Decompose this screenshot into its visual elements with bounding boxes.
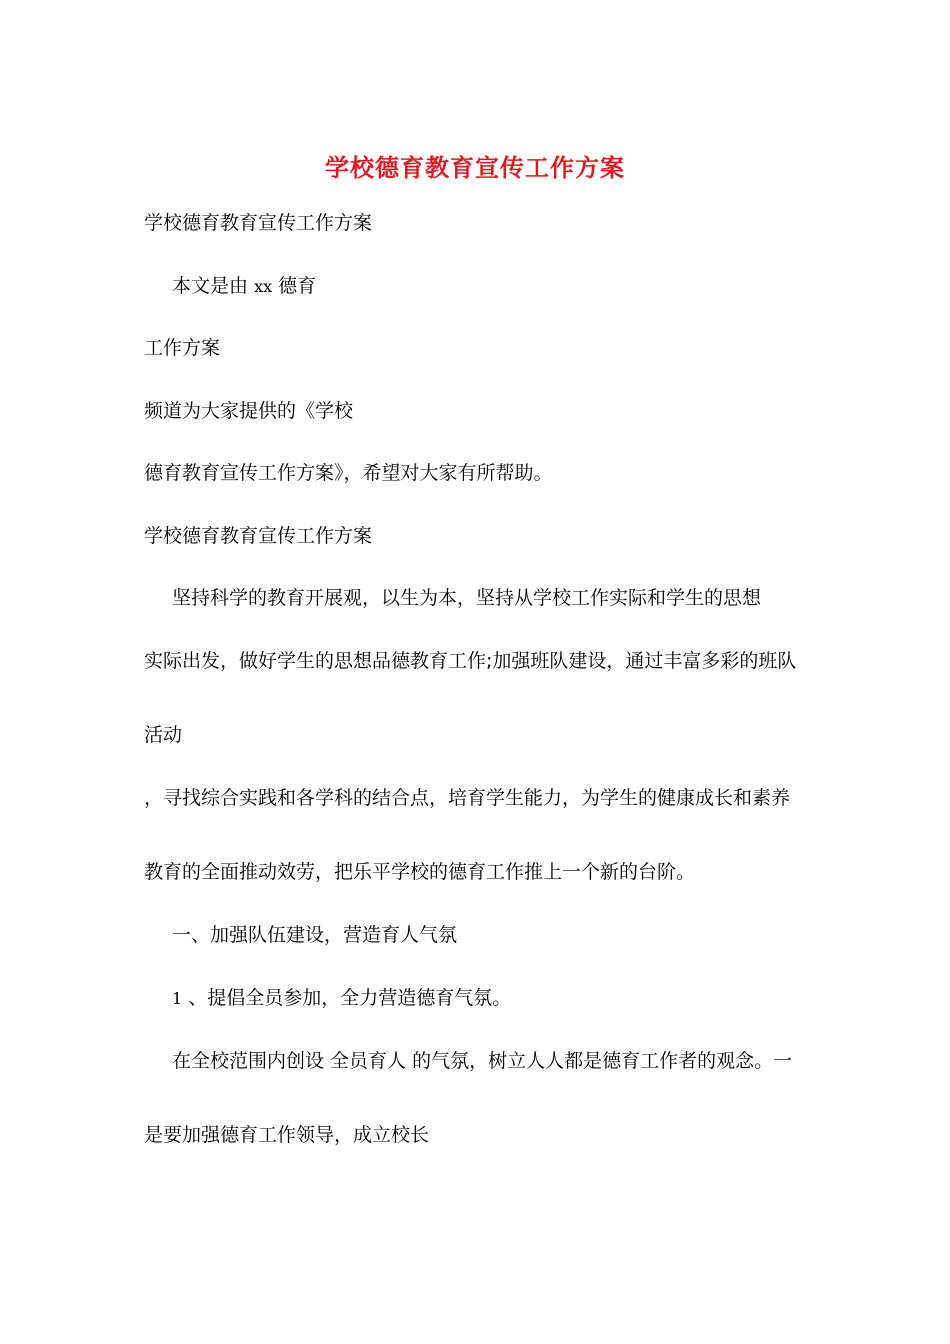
subtitle-line: 学校德育教育宣传工作方案 — [144, 212, 373, 234]
subsection-text: 、提倡全员参加，全力营造德育气氛。 — [188, 987, 512, 1009]
section-heading-1: 一、加强队伍建设，营造育人气氛 — [172, 924, 458, 946]
intro-line — [172, 272, 316, 301]
paragraph-line: ，寻找综合实践和各学科的结合点，培育学生能力，为学生的健康成长和素养 — [144, 787, 791, 809]
paragraph-line: 坚持科学的教育开展观，以生为本，坚持从学校工作实际和学生的思想 — [172, 587, 762, 609]
subsection-number: 1 — [172, 989, 183, 1008]
body-line: 频道为大家提供的《学校 — [144, 400, 354, 422]
paragraph-line: 是要加强德育工作领导，成立校长 — [144, 1124, 430, 1146]
body-line: 德育教育宣传工作方案》，希望对大家有所帮助。 — [144, 462, 553, 484]
intro-text: 本文是由 — [172, 275, 249, 297]
document-title: 学校德育教育宣传工作方案 — [325, 153, 625, 182]
intro-channel: 德育 — [278, 275, 317, 297]
paragraph-line: 活动 — [144, 724, 183, 746]
paragraph-line: 在全校范围内创设 全员育人 的气氛，树立人人都是德育工作者的观念。一 — [172, 1050, 793, 1072]
section-heading: 学校德育教育宣传工作方案 — [144, 525, 373, 547]
intro-placeholder: xx — [254, 277, 273, 296]
paragraph-line: 教育的全面推动效劳，把乐平学校的德育工作推上一个新的台阶。 — [144, 861, 696, 883]
subsection-heading — [172, 984, 511, 1013]
body-line: 工作方案 — [144, 337, 221, 359]
paragraph-line: 实际出发，做好学生的思想品德教育工作;加强班队建设，通过丰富多彩的班队 — [144, 650, 797, 672]
